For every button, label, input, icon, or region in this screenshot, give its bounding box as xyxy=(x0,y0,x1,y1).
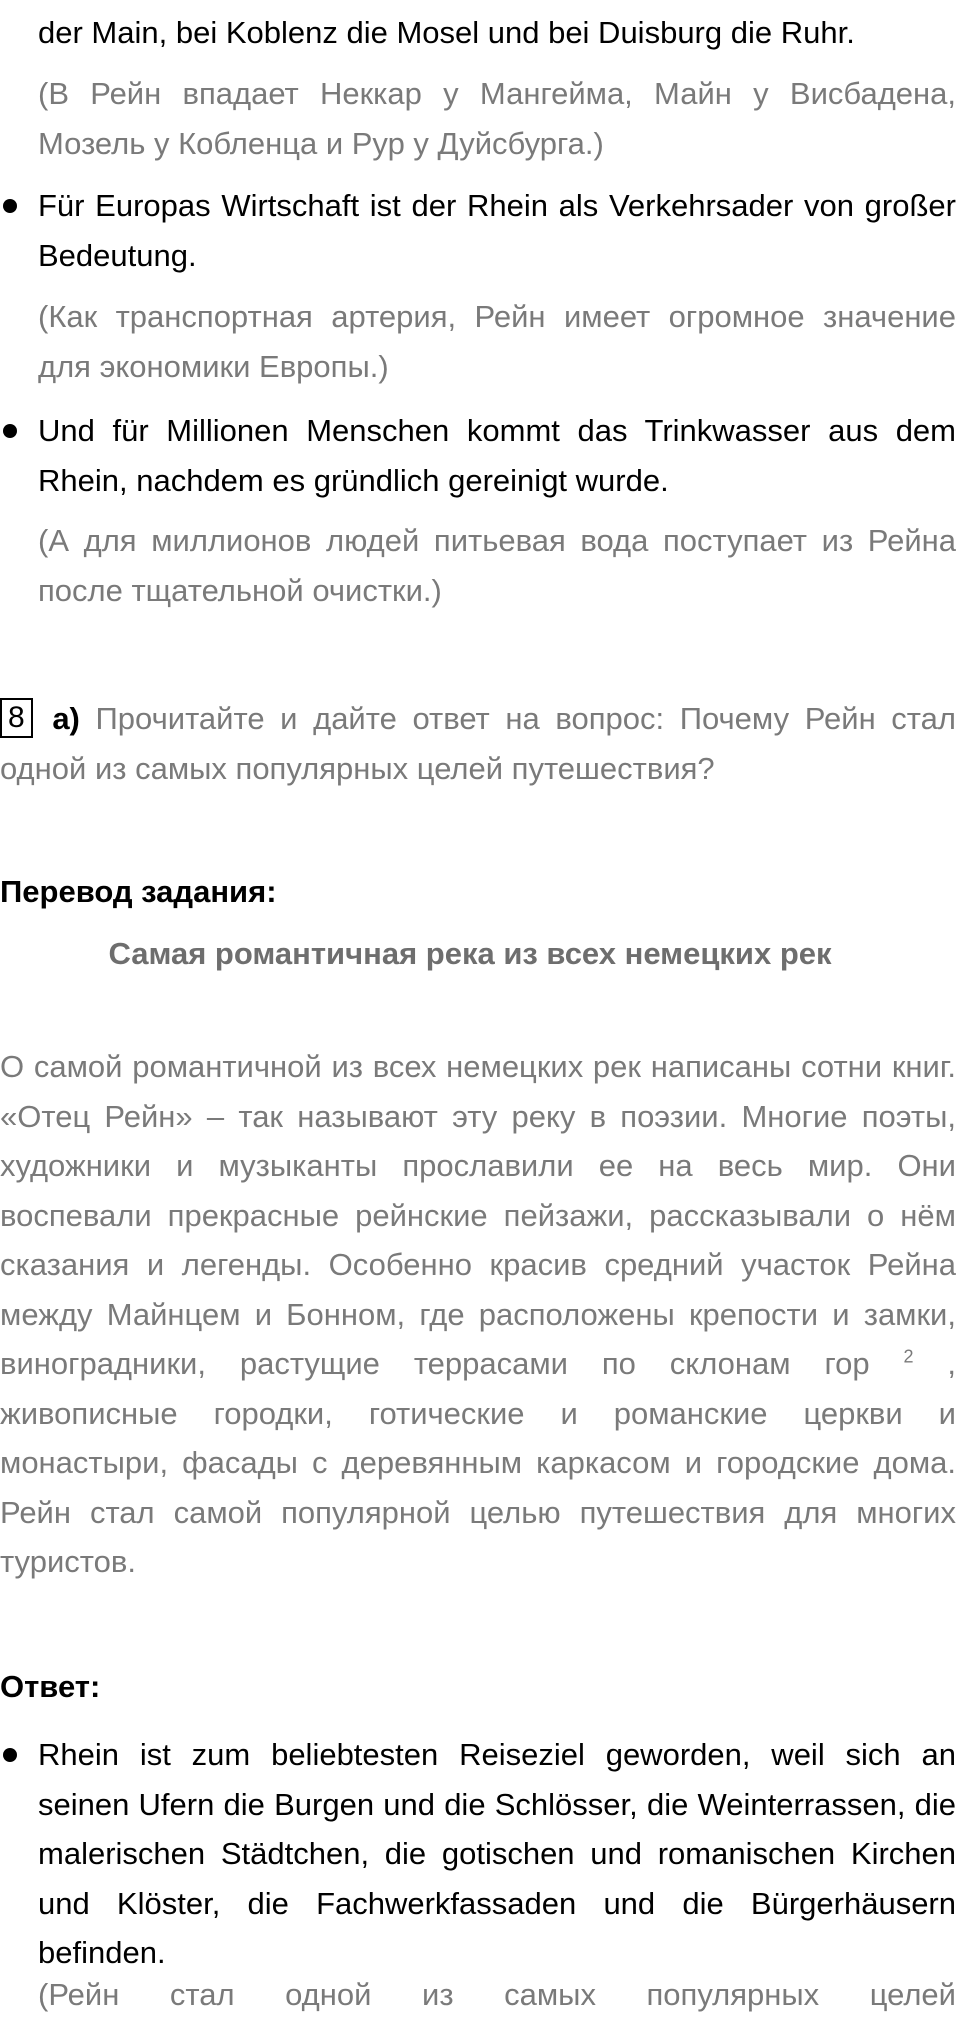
answer-heading: Ответ: xyxy=(0,1669,101,1704)
translation-text-part1: О самой романтичной из всех немецких рек написаны сотни книг. «Отец Рейн» – так называют эту реку в поэзии. Многие поэты, художники и музыканты прославили ее на весь мир. Они воспевали прекрасные рейнские пейзажи, рассказывали о нём сказания и легенды. Особенно красив средний участок Рейна между Майнцем и Бонном, где расположены крепости и замки, виноградники, растущие террасами по склонам гор xyxy=(0,1049,956,1381)
bullet-dot xyxy=(3,199,17,213)
bullet3-russian-translation: (А для миллионов людей питьевая вода поступает из Рейна после тщательной очистки.) xyxy=(38,523,956,608)
footnote-marker: 2 xyxy=(903,1346,914,1367)
answer-russian-partial: (Рейн стал одной из самых популярных целей xyxy=(38,1977,956,2012)
bullet1-russian-translation: (В Рейн впадает Неккар у Мангейма, Майн у Висбадена, Мозель у Кобленца и Рур у Дуйсбурга.) xyxy=(38,76,956,161)
bullet1-german-tail: der Main, bei Koblenz die Mosel und bei Duisburg die Ruhr. xyxy=(38,15,855,50)
bullet2-russian-translation: (Как транспортная артерия, Рейн имеет огромное значение для экономики Европы.) xyxy=(38,299,956,384)
task-number-box: 8 xyxy=(0,698,33,738)
task-question: Прочитайте и дайте ответ на вопрос: Почему Рейн стал одной из самых популярных целей путешествия? xyxy=(0,701,956,786)
bullet3-german: Und für Millionen Menschen kommt das Trinkwasser aus dem Rhein, nachdem es gründlich gereinigt wurde. xyxy=(38,413,956,498)
task-letter: а) xyxy=(52,701,80,736)
translation-text-part2: , живописные городки, готические и романские церкви и монастыри, фасады с деревянным каркасом и городские дома. Рейн стал самой популярной целью путешествия для многих туристов. xyxy=(0,1346,956,1579)
task-8a xyxy=(0,694,956,793)
text-title: Самая романтичная река из всех немецких рек xyxy=(108,936,832,971)
bullet-dot xyxy=(3,424,17,438)
bullet2-german: Für Europas Wirtschaft ist der Rhein als Verkehrsader von großer Bedeutung. xyxy=(38,188,956,273)
answer-german: Rhein ist zum beliebtesten Reiseziel geworden, weil sich an seinen Ufern die Burgen und die Schlösser, die Weinterrassen, die malerischen Städtchen, die gotischen und romanischen Kirchen und Klöster, die Fachwerkfassaden und die Bürgerhäusern befinden. xyxy=(38,1737,956,1970)
translation-heading: Перевод задания: xyxy=(0,874,277,909)
bullet-dot xyxy=(3,1748,17,1762)
translation-text xyxy=(0,1042,956,1587)
